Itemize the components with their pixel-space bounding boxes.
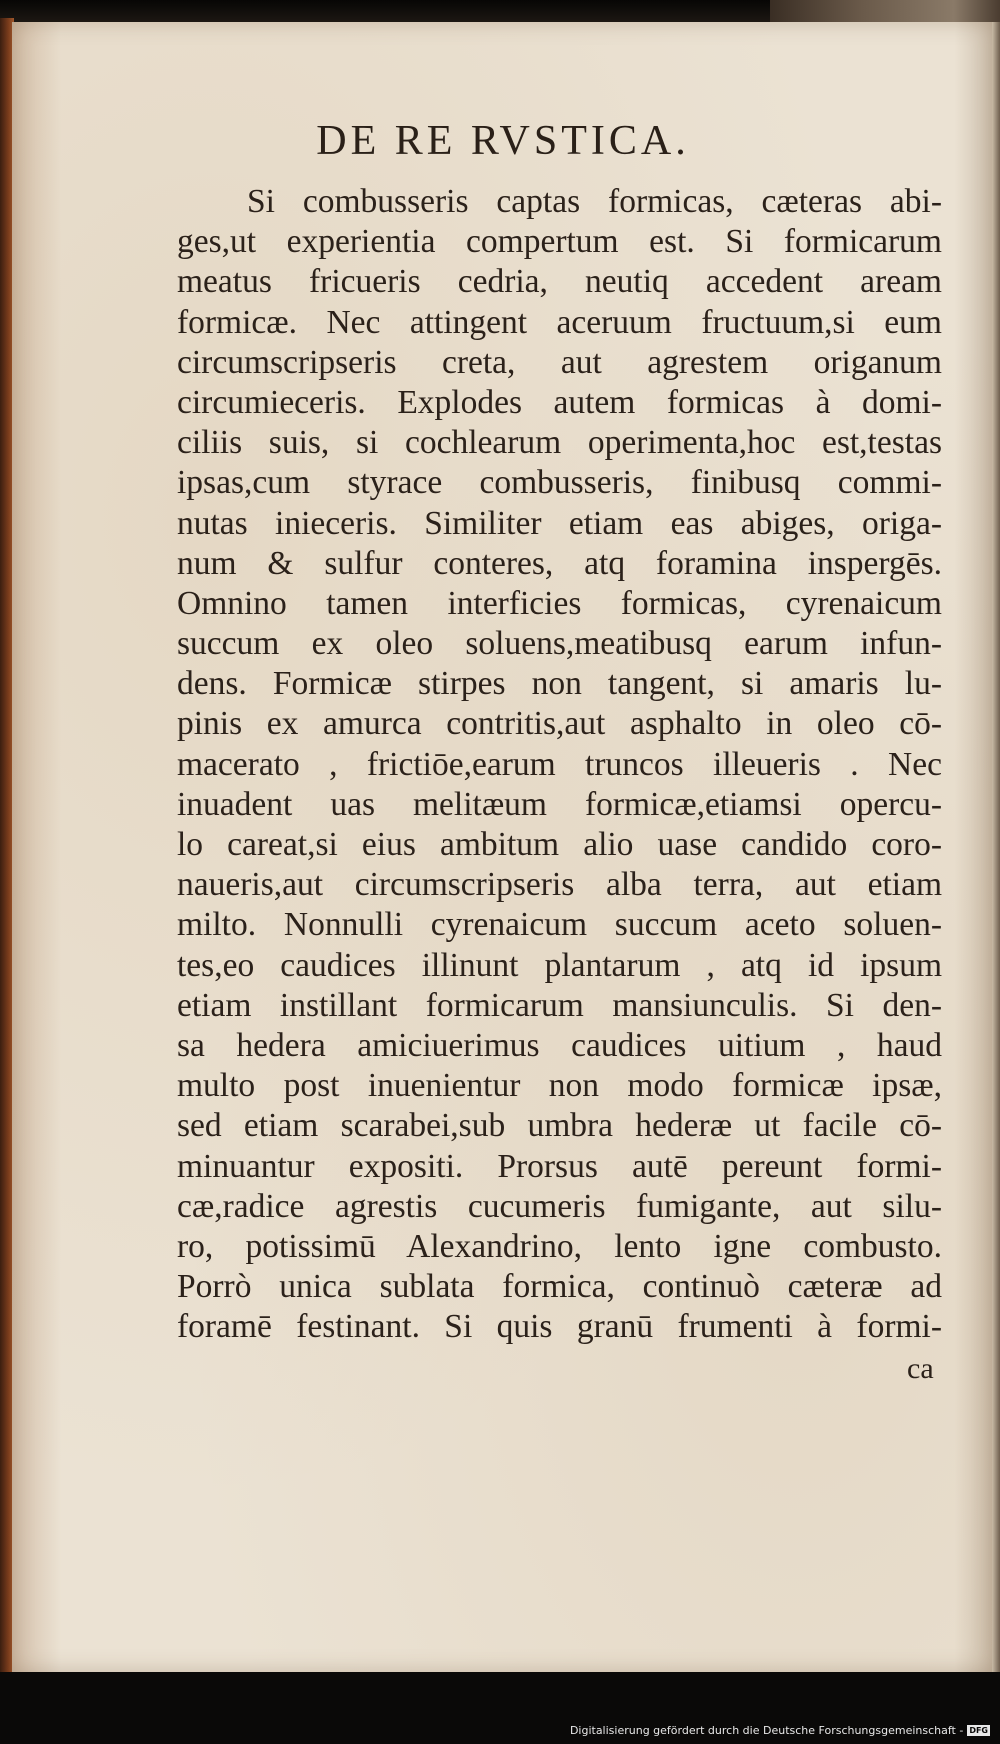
text-line: circumieceris. Explodes autem formicas à domi-	[177, 383, 942, 421]
text-line: ipsas,cum styrace combusseris, finibusq commi-	[177, 464, 942, 502]
text-line: meatus fricueris cedria, neutiq accedent aream	[177, 263, 942, 301]
text-line: num & sulfur conteres, atq foramina inspergēs.	[177, 544, 942, 582]
text-line: Porrò unica sublata formica, continuò cæteræ ad	[177, 1268, 942, 1306]
text-line: ges,ut experientia compertum est. Si formicarum	[177, 223, 942, 261]
text-line: ciliis suis, si cochlearum operimenta,hoc est,testas	[177, 424, 942, 462]
body-text	[177, 182, 942, 1347]
text-line: pinis ex amurca contritis,aut asphalto in oleo cō-	[177, 705, 942, 743]
text-line: succum ex oleo soluens,meatibusq earum infun-	[177, 625, 942, 663]
page-right-edge	[992, 22, 1000, 1672]
text-line: naueris,aut circumscripseris alba terra, aut etiam	[177, 866, 942, 904]
text-line: Omnino tamen interficies formicas, cyrenaicum	[177, 584, 942, 622]
text-line: foramē festinant. Si quis granū frumenti à formi-	[177, 1308, 942, 1346]
text-line: etiam instillant formicarum mansiunculis. Si den-	[177, 986, 942, 1024]
dfg-logo: DFG	[969, 1726, 988, 1735]
text-line: multo post inuenientur non modo formicæ ipsæ,	[177, 1067, 942, 1105]
text-line: Si combusseris captas formicas, cæteras abi-	[247, 183, 942, 220]
text-line: tes,eo caudices illinunt plantarum , atq id ipsum	[177, 946, 942, 984]
text-line: milto. Nonnulli cyrenaicum succum aceto soluen-	[177, 906, 942, 944]
funding-credit-text: Digitalisierung gefördert durch die Deutsche Forschungsgemeinschaft -	[569, 1724, 964, 1737]
scanned-page	[12, 22, 994, 1672]
text-line: macerato , frictiōe,earum truncos illeueris . Nec	[177, 745, 942, 783]
funding-credit	[570, 1724, 990, 1737]
text-line: sed etiam scarabei,sub umbra hederæ ut facile cō-	[177, 1107, 942, 1145]
text-line: dens. Formicæ stirpes non tangent, si amaris lu-	[177, 665, 942, 703]
catchword: ca	[907, 1352, 934, 1385]
text-line: cæ,radice agrestis cucumeris fumigante, aut silu-	[177, 1187, 942, 1225]
text-line: minuantur expositi. Prorsus autē pereunt formi-	[177, 1147, 942, 1185]
text-line: sa hedera amiciuerimus caudices uitium , haud	[177, 1026, 942, 1064]
text-line: lo careat,si eius ambitum alio uase candido coro-	[177, 826, 942, 863]
text-line: circumscripseris creta, aut agrestem origanum	[177, 343, 942, 381]
page-heading: DE RE RVSTICA.	[316, 118, 690, 164]
text-line: formicæ. Nec attingent aceruum fructuum,si eum	[177, 303, 942, 341]
text-line: nutas inieceris. Similiter etiam eas abiges, origa-	[177, 504, 942, 542]
text-line: inuadent uas melitæum formicæ,etiamsi opercu-	[177, 785, 942, 823]
text-line: ro, potissimū Alexandrino, lento igne combusto.	[177, 1227, 942, 1265]
